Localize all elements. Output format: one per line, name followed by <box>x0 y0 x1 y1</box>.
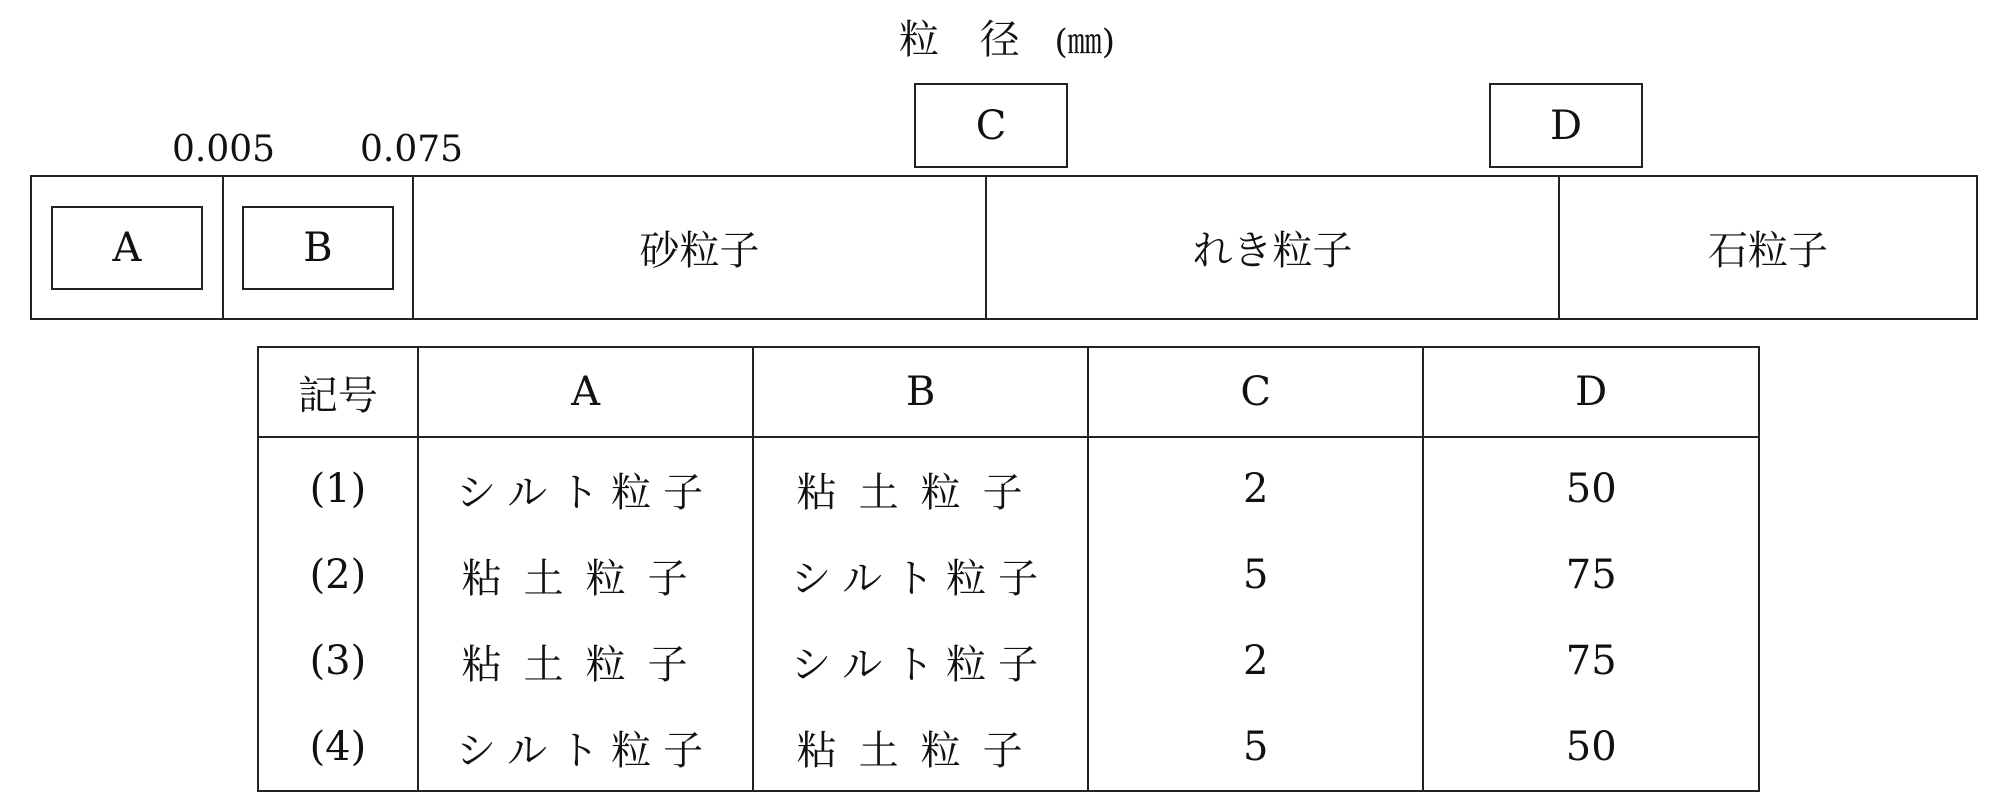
gravel-label: れき粒子 <box>1192 228 1353 274</box>
row-label: (4) <box>258 704 418 791</box>
cell-b: シルト粒子 <box>753 618 1088 704</box>
cell-a: シルト粒子 <box>418 437 754 532</box>
scale-segment-sand <box>414 177 987 318</box>
answer-table <box>257 346 1760 792</box>
cell-c: 5 <box>1088 532 1424 618</box>
table-row <box>258 618 1759 704</box>
row-label: (3) <box>258 618 418 704</box>
header-b: B <box>753 347 1088 437</box>
header-symbol: 記号 <box>258 347 418 437</box>
scale-segment-a <box>32 177 224 318</box>
blank-box-b <box>242 206 394 290</box>
cell-a: 粘土粒子 <box>418 532 754 618</box>
title-unit: (㎜) <box>1054 22 1115 62</box>
scale-segment-stone <box>1560 177 1976 318</box>
blank-box-c-label: C <box>975 102 1007 149</box>
blank-box-c <box>914 83 1068 168</box>
header-d: D <box>1423 347 1759 437</box>
table-header-row <box>258 347 1759 437</box>
cell-b: シルト粒子 <box>753 532 1088 618</box>
cell-a: 粘土粒子 <box>418 618 754 704</box>
particle-size-scale <box>30 175 1978 320</box>
cell-d: 75 <box>1423 532 1759 618</box>
header-c: C <box>1088 347 1424 437</box>
cell-b: 粘土粒子 <box>753 437 1088 532</box>
cell-d: 50 <box>1423 437 1759 532</box>
row-label: (1) <box>258 437 418 532</box>
cell-b: 粘土粒子 <box>753 704 1088 791</box>
blank-box-b-label: B <box>303 224 333 271</box>
header-a: A <box>418 347 754 437</box>
table-row <box>258 704 1759 791</box>
table-row <box>258 437 1759 532</box>
blank-box-d <box>1489 83 1643 168</box>
tick-label-0005: 0.005 <box>172 129 276 170</box>
row-label: (2) <box>258 532 418 618</box>
scale-segment-b <box>224 177 414 318</box>
sand-label: 砂粒子 <box>639 228 760 274</box>
scale-segment-gravel <box>987 177 1560 318</box>
diagram-title <box>0 10 2000 70</box>
blank-box-a-label: A <box>112 224 142 271</box>
blank-box-d-label: D <box>1549 102 1583 149</box>
cell-c: 2 <box>1088 618 1424 704</box>
tick-label-0075: 0.075 <box>360 129 464 170</box>
cell-d: 75 <box>1423 618 1759 704</box>
cell-a: シルト粒子 <box>418 704 754 791</box>
title-char-2: 径 <box>979 17 1020 63</box>
cell-d: 50 <box>1423 704 1759 791</box>
stone-label: 石粒子 <box>1708 228 1828 274</box>
cell-c: 2 <box>1088 437 1424 532</box>
cell-c: 5 <box>1088 704 1424 791</box>
table-row <box>258 532 1759 618</box>
blank-box-a <box>51 206 203 290</box>
title-char-1: 粒 <box>899 17 940 63</box>
